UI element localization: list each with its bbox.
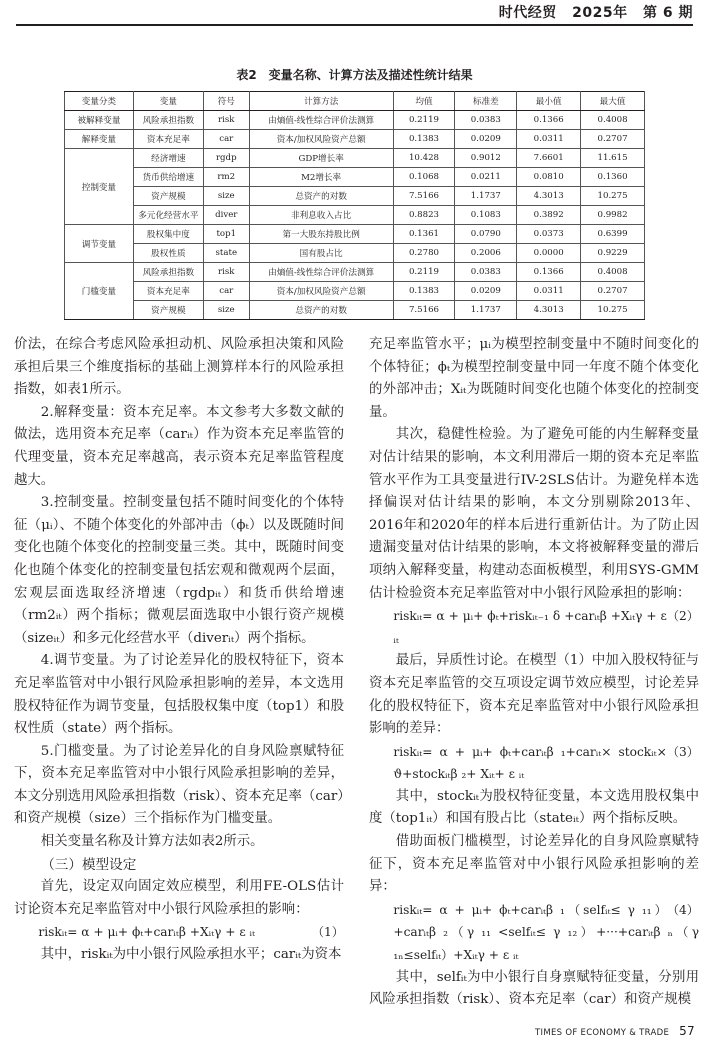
- paragraph: 其中，stockᵢₜ为股权特征变量，本文选用股权集中度（top1ᵢₜ）和国有股占比（stateᵢₜ）两个指标反映。: [369, 788, 699, 827]
- table-cell: 股权性质: [133, 244, 203, 263]
- paragraph: 借助面板门槛模型，讨论差异化的自身风险禀赋特征下，资本充足率监管对中小银行风险承担影响的差异：: [369, 834, 699, 895]
- table-cell: 0.2006: [455, 244, 517, 263]
- issue-number: 第 6 期: [643, 5, 693, 21]
- table-cell: 10.275: [581, 187, 645, 206]
- table-cell: 0.1361: [393, 225, 455, 244]
- table-cell: 0.2707: [581, 130, 645, 149]
- table-cell: 0.2780: [393, 244, 455, 263]
- table-cell: 11.615: [581, 149, 645, 168]
- table-cell: top1: [203, 225, 249, 244]
- table-cell: 0.8823: [393, 206, 455, 225]
- table-cell: 0.0311: [517, 130, 581, 149]
- right-text-column: [369, 334, 699, 1012]
- table-row: [65, 168, 645, 187]
- table-cell: risk: [203, 263, 249, 282]
- table-cell: 总资产的对数: [249, 301, 393, 320]
- table-cell: 资本/加权风险资产总额: [249, 130, 393, 149]
- table-cell: 国有股占比: [249, 244, 393, 263]
- equation: [369, 899, 699, 967]
- table-cell: rm2: [203, 168, 249, 187]
- table-cell: 0.0373: [517, 225, 581, 244]
- table-cell: 资产规模: [133, 301, 203, 320]
- table-row: [65, 301, 645, 320]
- table-cell: rgdp: [203, 149, 249, 168]
- page-footer: [535, 1024, 695, 1038]
- equation: [369, 605, 699, 650]
- paragraph: 其次，稳健性检验。为了避免可能的内生解释变量对估计结果的影响，本文利用滞后一期的资本充足率监管水平作为工具变量进行IV-2SLS估计。为避免样本选择偏误对估计结果的影响，本文分别剔除2013年、2016年和2020年的样本后进行重新估计。为了防止因遗漏变量对估计结果的影响，本文将被解释变量的滞后项纳入解释变量，构建动态面板模型，利用SYS-GMM估计检验资本充足率监管对中小银行风险承担的影响：: [369, 427, 699, 601]
- paragraph: 5.门槛变量。为了讨论差异化的自身风险禀赋特征下，资本充足率监管对中小银行风险承担影响的差异，本文分别选用风险承担指数（risk）、资本充足率（car）和资产规模（size）三个指标作为门槛变量。: [14, 743, 344, 827]
- table-row: [65, 111, 645, 130]
- table-row: [65, 263, 645, 282]
- table-cell: 0.2119: [393, 111, 455, 130]
- table-cell: 经济增速: [133, 149, 203, 168]
- paragraph: 相关变量名称及计算方法如表2所示。: [40, 834, 264, 850]
- table-cell: 股权集中度: [133, 225, 203, 244]
- equation-text: riskᵢₜ= α + μᵢ+ ϕₜ+riskᵢₜ₋₁ δ +carᵢₜβ +Xᵢₜγ + ε ᵢₜ: [393, 609, 667, 646]
- table-cell: 由熵值-线性综合评价法测算: [249, 263, 393, 282]
- table-cell: 0.0209: [455, 130, 517, 149]
- table-cell: 1.1737: [455, 187, 517, 206]
- table-cell: diver: [203, 206, 249, 225]
- equation-number: （1）: [311, 925, 344, 940]
- column-header: 最大值: [581, 92, 645, 111]
- variables-table: [64, 91, 645, 320]
- table-cell: 0.1068: [393, 168, 455, 187]
- table-cell: 0.9012: [455, 149, 517, 168]
- journal-english-name: TIMES OF ECONOMY & TRADE: [535, 1028, 670, 1038]
- table-row: [65, 282, 645, 301]
- table-cell: 多元化经营水平: [133, 206, 203, 225]
- table-cell: state: [203, 244, 249, 263]
- issue-year: 2025年: [572, 5, 628, 21]
- column-header: 最小值: [517, 92, 581, 111]
- table-caption: 表2 变量名称、计算方法及描述性统计结果: [236, 68, 473, 82]
- table-row: [65, 244, 645, 263]
- table-cell: 0.1083: [455, 206, 517, 225]
- table-cell: 0.4008: [581, 111, 645, 130]
- equation-text: riskᵢₜ= α + μᵢ+ ϕₜ+carᵢₜβ +Xᵢₜγ + ε ᵢₜ: [38, 925, 255, 940]
- table-cell: 资本充足率: [133, 282, 203, 301]
- column-header: 变量: [133, 92, 203, 111]
- table-cell: 0.2119: [393, 263, 455, 282]
- paragraph: 价法，在综合考虑风险承担动机、风险承担决策和风险承担后果三个维度指标的基础上测算样本行的风险承担指数，如表1所示。: [14, 337, 344, 398]
- equation-text: riskᵢₜ= α + μᵢ+ ϕₜ+carᵢₜβ ₁+carᵢₜ× stockᵢₜ× ϑ+stockᵢₜβ ₂+ Xᵢₜ+ ε ᵢₜ: [393, 744, 667, 782]
- table-cell: size: [203, 187, 249, 206]
- paragraph: 3.控制变量。控制变量包括不随时间变化的个体特征（μᵢ）、不随个体变化的外部冲击（ϕₜ）以及既随时间变化也随个体变化的控制变量三类。其中，既随时间变化也随个体变化的控制变量包括宏观和微观两个层面，宏观层面选取经济增速（rgdpᵢₜ）和货币供给增速（rm2ᵢₜ）两个指标；微观层面选取中小银行资产规模（sizeᵢₜ）和多元化经营水平（diverᵢₜ）两个指标。: [14, 495, 344, 646]
- table-cell: 资产规模: [133, 187, 203, 206]
- category-cell: 调节变量: [65, 225, 134, 263]
- table-row: [65, 187, 645, 206]
- column-header: 标准差: [455, 92, 517, 111]
- table-header-row: [65, 92, 645, 111]
- column-header: 计算方法: [249, 92, 393, 111]
- table-cell: 0.0383: [455, 263, 517, 282]
- table-cell: 由熵值-线性综合评价法测算: [249, 111, 393, 130]
- table-cell: car: [203, 130, 249, 149]
- table-cell: 0.1366: [517, 263, 581, 282]
- equation-number: （2）: [666, 609, 699, 624]
- category-cell: 控制变量: [65, 149, 134, 225]
- journal-name: 时代经贸: [498, 5, 557, 21]
- table-cell: 10.275: [581, 301, 645, 320]
- table-cell: 非利息收入占比: [249, 206, 393, 225]
- category-cell: 解释变量: [65, 130, 134, 149]
- equation-number: （4）: [666, 902, 699, 917]
- table-cell: GDP增长率: [249, 149, 393, 168]
- paragraph: 2.解释变量：资本充足率。本文参考大多数文献的做法，选用资本充足率（carᵢₜ）作为资本充足率监管的代理变量，资本充足率越高，表示资本充足率监管程度越大。: [14, 404, 344, 488]
- table-cell: 7.5166: [393, 301, 455, 320]
- table-row: [65, 225, 645, 244]
- table-cell: 1.1737: [455, 301, 517, 320]
- paragraph: 其中，riskᵢₜ为中小银行风险承担水平；carᵢₜ为资本: [40, 947, 342, 963]
- table-cell: 0.1383: [393, 282, 455, 301]
- table-cell: 0.1366: [517, 111, 581, 130]
- column-header: 均值: [393, 92, 455, 111]
- table-cell: size: [203, 301, 249, 320]
- paragraph: 首先，设定双向固定效应模型，利用FE-OLS估计讨论资本充足率监管对中小银行风险承担的影响：: [14, 879, 344, 917]
- table-cell: 4.3013: [517, 187, 581, 206]
- header-rule: [16, 24, 693, 26]
- table-cell: 第一大股东持股比例: [249, 225, 393, 244]
- table-cell: 0.9229: [581, 244, 645, 263]
- table-cell: 0.0209: [455, 282, 517, 301]
- table-cell: 0.0311: [517, 282, 581, 301]
- equation: [14, 921, 344, 944]
- paragraph: 最后，异质性讨论。在模型（1）中加入股权特征与资本充足率监管的交互项设定调节效应模型，讨论差异化的股权特征下，资本充足率监管对中小银行风险承担影响的差异：: [369, 653, 699, 737]
- paragraph: 其中，selfᵢₜ为中小银行自身禀赋特征变量，分别用风险承担指数（risk）、资本充足率（car）和资产规模: [369, 969, 699, 1008]
- table-row: [65, 149, 645, 168]
- table-cell: 0.9982: [581, 206, 645, 225]
- table-cell: 0.0211: [455, 168, 517, 187]
- table-row: [65, 206, 645, 225]
- table-cell: 资本/加权风险资产总额: [249, 282, 393, 301]
- table-cell: 4.3013: [517, 301, 581, 320]
- table-cell: 资本充足率: [133, 130, 203, 149]
- table-cell: M2增长率: [249, 168, 393, 187]
- page-header: [0, 0, 709, 26]
- table-cell: 0.0383: [455, 111, 517, 130]
- table-cell: 0.4008: [581, 263, 645, 282]
- paragraph: 充足率监管水平；μᵢ为模型控制变量中不随时间变化的个体特征；ϕₜ为模型控制变量中同一年度不随个体变化的外部冲击；Xᵢₜ为既随时间变化也随个体变化的控制变量。: [369, 337, 699, 420]
- equation-text: riskᵢₜ= α + μᵢ+ ϕₜ+carᵢₜβ ₁（selfᵢₜ≤ γ ₁₁）+carᵢₜβ ₂（γ ₁₁ <selfᵢₜ≤ γ ₁₂）+···+carᵢₜβ ₙ（γ ₁ₙ≤selfᵢₜ）+Xᵢₜγ + ε ᵢₜ: [393, 902, 699, 963]
- table-cell: 0.0790: [455, 225, 517, 244]
- table-cell: 7.5166: [393, 187, 455, 206]
- table-cell: 10.428: [393, 149, 455, 168]
- table-cell: 0.1360: [581, 168, 645, 187]
- category-cell: 门槛变量: [65, 263, 134, 320]
- table-cell: 0.6399: [581, 225, 645, 244]
- paragraph: 4.调节变量。为了讨论差异化的股权特征下，资本充足率监管对中小银行风险承担影响的差异，本文选用股权特征作为调节变量，包括股权集中度（top1）和股权性质（state）两个指标。: [14, 653, 344, 737]
- table-cell: 0.0810: [517, 168, 581, 187]
- page-number: 57: [679, 1024, 695, 1038]
- header-text: [489, 2, 693, 22]
- column-header: 变量分类: [65, 92, 134, 111]
- equation: [369, 741, 699, 786]
- table-cell: 0.1383: [393, 130, 455, 149]
- table-cell: 7.6601: [517, 149, 581, 168]
- table-cell: 风险承担指数: [133, 263, 203, 282]
- table-cell: car: [203, 282, 249, 301]
- section-heading: （三）模型设定: [41, 856, 137, 873]
- equation-number: （3）: [666, 744, 699, 759]
- table-cell: 风险承担指数: [133, 111, 203, 130]
- table-cell: 0.2707: [581, 282, 645, 301]
- table-cell: 总资产的对数: [249, 187, 393, 206]
- left-text-column: [14, 334, 344, 967]
- table-cell: 0.0000: [517, 244, 581, 263]
- category-cell: 被解释变量: [65, 111, 134, 130]
- column-header: 符号: [203, 92, 249, 111]
- table-cell: 0.3892: [517, 206, 581, 225]
- table-cell: 货币供给增速: [133, 168, 203, 187]
- table-row: [65, 130, 645, 149]
- table-cell: risk: [203, 111, 249, 130]
